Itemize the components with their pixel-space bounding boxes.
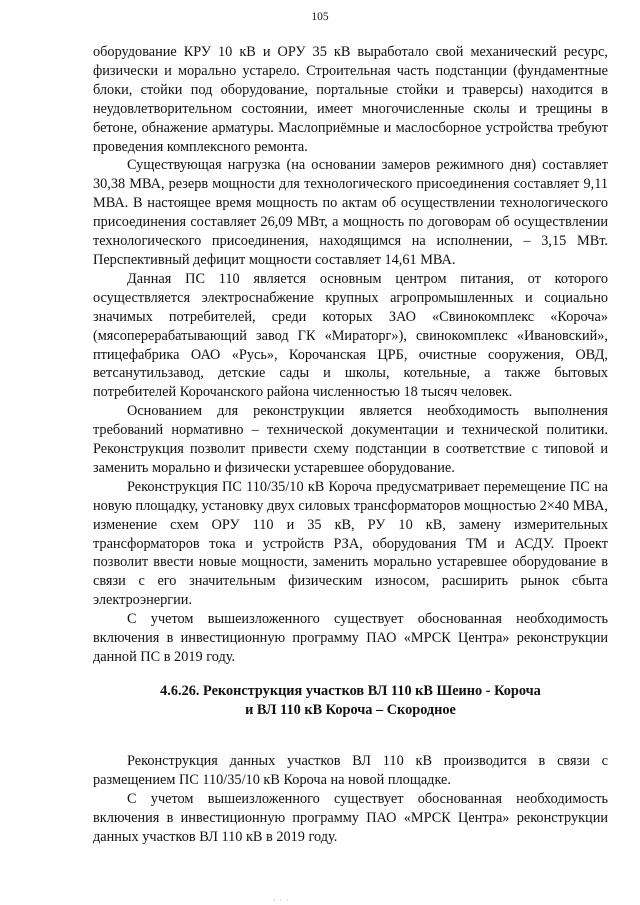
page-number: 105 (311, 11, 329, 23)
paragraph: Реконструкция данных участков ВЛ 110 кВ производится в связи с размещением ПС 110/35/10 кВ Короча на новой площадке. (93, 752, 608, 788)
paragraph: Существующая нагрузка (на основании замеров режимного дня) составляет 30,38 МВА, резерв мощности для технологического присоединения составляет 9,11 МВА. В настоящее время мощность по актам об осуществлении технологического присоединения составляет 26,09 МВт, а мощность по договорам об осуществлении технологического присоединения, находящимся на исполнении, – 3,15 МВт. Перспективный дефицит мощности составляет 14,61 МВА. (93, 157, 608, 268)
paragraph: С учетом вышеизложенного существует обоснованная необходимость включения в инвестиционную программу ПАО «МРСК Центра» реконструкции данной ПС в 2019 году. (93, 611, 608, 665)
paragraph: Данная ПС 110 является основным центром питания, от которого осуществляется электроснабжение крупных агропромышленных и социально значимых потребителей, среди которых ЗАО «Свинокомплекс «Короча» (мясоперерабатывающий завод ГК «Мираторг»), свинокомплекс «Ивановский», птицефабрика ОАО «Русь», Корочанская ЦРБ, очистные сооружения, ОВД, ветсанутильзавод, детские сады и школы, котельные, а также бытовых потребителей Корочанского района численностью 18 тысяч человек. (93, 270, 608, 401)
section-heading (93, 682, 608, 720)
section-heading-line: 4.6.26. Реконструкция участков ВЛ 110 кВ Шеино - Короча (160, 682, 541, 699)
document-body (93, 43, 608, 846)
scan-artifact: · · · (273, 896, 290, 905)
paragraph: Реконструкция ПС 110/35/10 кВ Короча предусматривает перемещение ПС на новую площадку, установку двух силовых трансформаторов мощностью 2×40 МВА, изменение схем ОРУ 110 и 35 кВ, РУ 10 кВ, замену измерительных трансформаторов тока и устройств РЗА, оборудования ТМ и АСДУ. Проект позволит ввести новые мощности, заменить морально устаревшее оборудование в связи с его значительным физическим износом, расширить рынок сбыта электроэнергии. (93, 478, 608, 609)
paragraph: Основанием для реконструкции является необходимость выполнения требований нормативно – технической документации и технической политики. Реконструкция позволит привести схему подстанции в соответствие с типовой и заменить морально и физически устаревшее оборудование. (93, 403, 608, 476)
section-heading-line: и ВЛ 110 кВ Короча – Скородное (245, 701, 456, 718)
paragraph: оборудование КРУ 10 кВ и ОРУ 35 кВ выработало свой механический ресурс, физически и морально устарело. Строительная часть подстанции (фундаментные блоки, стойки под оборудование, портальные стойки и траверсы) находится в неудовлетворительном состоянии, имеет многочисленные сколы и трещины в бетоне, обнажение арматуры. Маслоприёмные и маслосборное устройства требуют проведения комплексного ремонта. (93, 44, 608, 155)
paragraph: С учетом вышеизложенного существует обоснованная необходимость включения в инвестиционную программу ПАО «МРСК Центра» реконструкции данных участков ВЛ 110 кВ в 2019 году. (93, 790, 608, 845)
